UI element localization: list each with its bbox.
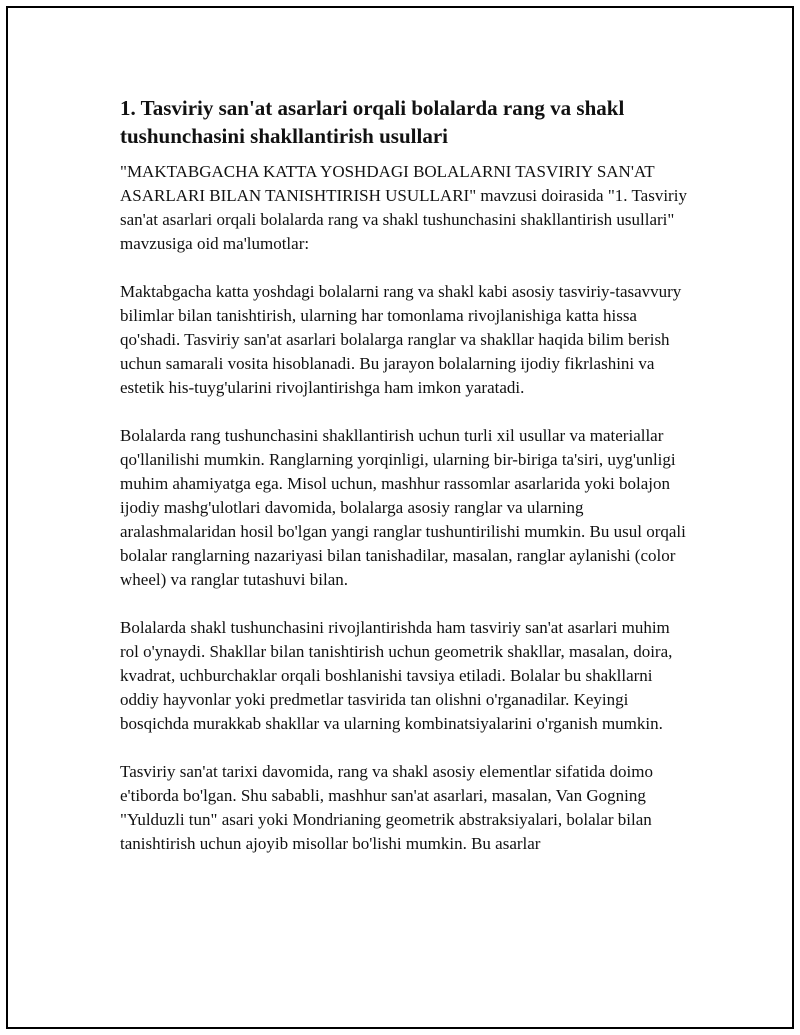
section-heading: 1. Tasviriy san'at asarlari orqali bolalarda rang va shakl tushunchasini shakllantirish usullari	[120, 96, 625, 148]
body-paragraph-1: Maktabgacha katta yoshdagi bolalarni rang va shakl kabi asosiy tasviriy-tasavvury bilimlar bilan tanishtirish, ularning har tomonlama rivojlanishiga katta hissa qo'shadi. Tasviriy san'at asarlari bolalarga ranglar va shakllar haqida bilim berish uchun samarali vosita hisoblanadi. Bu jarayon bolalarning ijodiy fikrlashini va estetik his-tuyg'ularini rivojlantirishga ham imkon yaratadi.	[120, 282, 682, 397]
document-body	[120, 94, 688, 880]
body-paragraph-4: Tasviriy san'at tarixi davomida, rang va shakl asosiy elementlar sifatida doimo e'tiborda bo'lgan. Shu sababli, mashhur san'at asarlari, masalan, Van Gogning "Yulduzli tun" asari yoki Mondrianing geometrik abstraksiyalari, bolalar bilan tanishtirish uchun ajoyib misollar bo'lishi mumkin. Bu asarlar	[120, 762, 653, 853]
intro-paragraph: "MAKTABGACHA KATTA YOSHDAGI BOLALARNI TASVIRIY SAN'AT ASARLARI BILAN TANISHTIRISH USULLARI" mavzusi doirasida "1. Tasviriy san'at asarlari orqali bolalarda rang va shakl tushunchasini shakllantirish usullari" mavzusiga oid ma'lumotlar:	[120, 162, 687, 253]
body-paragraph-2: Bolalarda rang tushunchasini shakllantirish uchun turli xil usullar va materiallar qo'llanilishi mumkin. Ranglarning yorqinligi, ularning bir-biriga ta'siri, uyg'unligi muhim ahamiyatga ega. Misol uchun, mashhur rassomlar asarlarida yoki bolajon ijodiy mashg'ulotlari davomida, bolalarga asosiy ranglar va ularning aralashmalaridan hosil bo'lgan yangi ranglar tushuntirilishi mumkin. Bu usul orqali bolalar ranglarning nazariyasi bilan tanishadilar, masalan, ranglar aylanishi (color wheel) va ranglar tutashuvi bilan.	[120, 426, 686, 589]
body-paragraph-3: Bolalarda shakl tushunchasini rivojlantirishda ham tasviriy san'at asarlari muhim rol o'ynaydi. Shakllar bilan tanishtirish uchun geometrik shakllar, masalan, doira, kvadrat, uchburchaklar orqali boshlanishi tavsiya etiladi. Bolalar bu shakllarni oddiy hayvonlar yoki predmetlar tasvirida tan olishni o'rganadilar. Keyingi bosqichda murakkab shakllar va ularning kombinatsiyalarini o'rganish mumkin.	[120, 618, 673, 733]
document-page	[6, 6, 794, 1029]
